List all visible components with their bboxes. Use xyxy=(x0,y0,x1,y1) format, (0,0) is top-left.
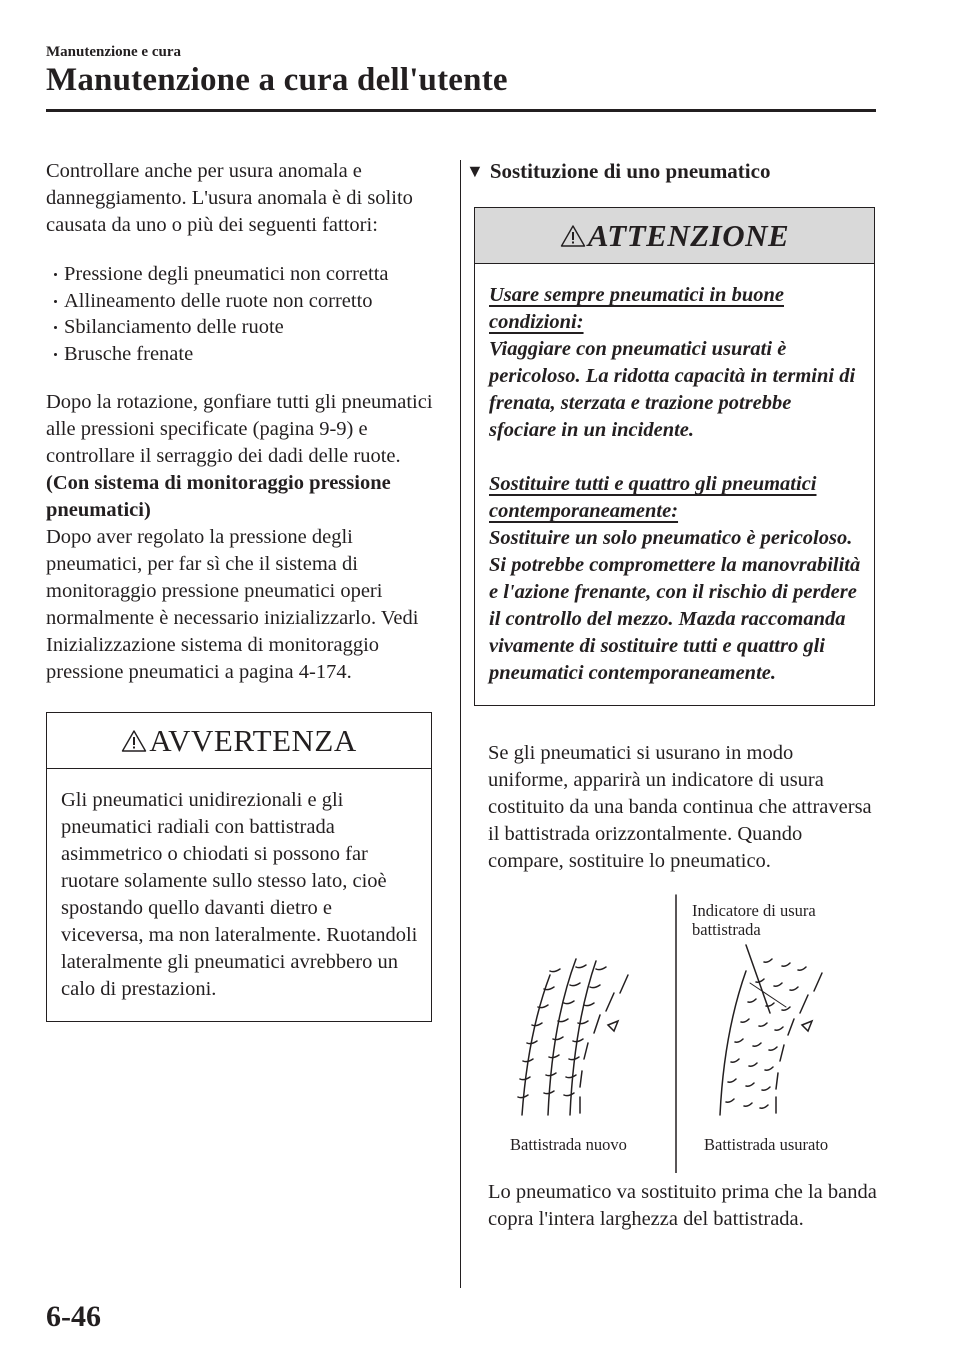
left-column xyxy=(46,158,434,1022)
after-rotation-paragraph: Dopo la rotazione, gonfiare tutti gli pneumatici alle pressioni specificate (pagina 9-9) e controllare il serraggio dei dadi delle ruote. xyxy=(46,391,433,467)
wear-causes-list xyxy=(52,261,434,367)
list-item: Pressione degli pneumatici non corretta xyxy=(52,261,434,288)
page-title: Manutenzione a cura dell'utente xyxy=(46,62,508,98)
right-column xyxy=(466,158,878,1233)
section-header: Manutenzione e cura xyxy=(46,44,181,60)
caution-body xyxy=(475,264,874,705)
section-title-text: Sostituzione di uno pneumatico xyxy=(489,159,771,183)
column-divider xyxy=(460,160,461,1288)
triangle-down-icon: ▼ xyxy=(466,161,484,181)
caution-header xyxy=(475,208,874,264)
section-title xyxy=(466,158,878,185)
notice-box xyxy=(46,712,432,1022)
caution-text-2: Sostituire un solo pneumatico è pericoloso. Si potrebbe compromettere la manovrabilità e l'azione frenante, con il rischio di perdere il controllo del mezzo. Mazda raccomanda vivamente di sostituire tutti e quattro gli pneumatici contemporaneamente. xyxy=(489,527,861,684)
caution-text-1: Viaggiare con pneumatici usurati è pericoloso. La ridotta capacità in termini di frenata, sterzata e trazione potrebbe sfociare in un incidente. xyxy=(489,338,856,441)
tpms-paragraph: Dopo aver regolato la pressione degli pneumatici, per far sì che il sistema di monitoraggio pressione pneumatici operi normalmente è necessario inizializzarlo. Vedi Inizializzazione sistema di monitoraggio pressione pneumatici a pagina 4-174. xyxy=(46,526,419,683)
tread-wear-figure xyxy=(488,883,878,1173)
warning-triangle-icon xyxy=(560,224,586,248)
caution-box xyxy=(474,207,875,706)
wear-indicator-paragraph: Se gli pneumatici si usurano in modo uniforme, apparirà un indicatore di usura costituito da una banda continua che attraversa il battistrada orizzontalmente. Quando compare, sostituire lo pneumatico. xyxy=(488,742,872,872)
header-divider xyxy=(46,109,876,112)
caution-heading-1: Usare sempre pneumatici in buone condizioni: xyxy=(489,284,784,333)
new-tread-label: Battistrada nuovo xyxy=(510,1135,627,1154)
list-item: Sbilanciamento delle ruote xyxy=(52,314,434,341)
tpms-heading: (Con sistema di monitoraggio pressione pneumatici) xyxy=(46,472,391,521)
warning-triangle-icon xyxy=(121,729,147,753)
new-tread-icon xyxy=(518,959,628,1115)
caution-label: ATTENZIONE xyxy=(587,218,790,253)
notice-text: Gli pneumatici unidirezionali e gli pneumatici radiali con battistrada asimmetrico o chiodati si possono far ruotare solamente sullo stesso lato, cioè spostando quello davanti dietro e viceversa, ma non lateralmente. Ruotandoli lateralmente gli pneumatici avrebbero un calo di prestazioni. xyxy=(61,789,418,1000)
worn-tread-label: Battistrada usurato xyxy=(704,1135,829,1154)
indicator-label: Indicatore di usura battistrada xyxy=(692,901,816,939)
page-number: 6-46 xyxy=(46,1300,101,1333)
notice-label: AVVERTENZA xyxy=(149,723,357,758)
notice-header xyxy=(47,713,431,769)
tread-illustration xyxy=(488,883,878,1173)
list-item: Allineamento delle ruote non corretto xyxy=(52,288,434,315)
intro-paragraph: Controllare anche per usura anomala e danneggiamento. L'usura anomala è di solito causata da uno o più dei seguenti fattori: xyxy=(46,160,413,236)
worn-tread-icon xyxy=(720,945,822,1115)
final-paragraph: Lo pneumatico va sostituito prima che la banda copra l'intera larghezza del battistrada. xyxy=(488,1181,877,1230)
caution-heading-2: Sostituire tutti e quattro gli pneumatici contemporaneamente: xyxy=(489,473,817,522)
list-item: Brusche frenate xyxy=(52,341,434,368)
